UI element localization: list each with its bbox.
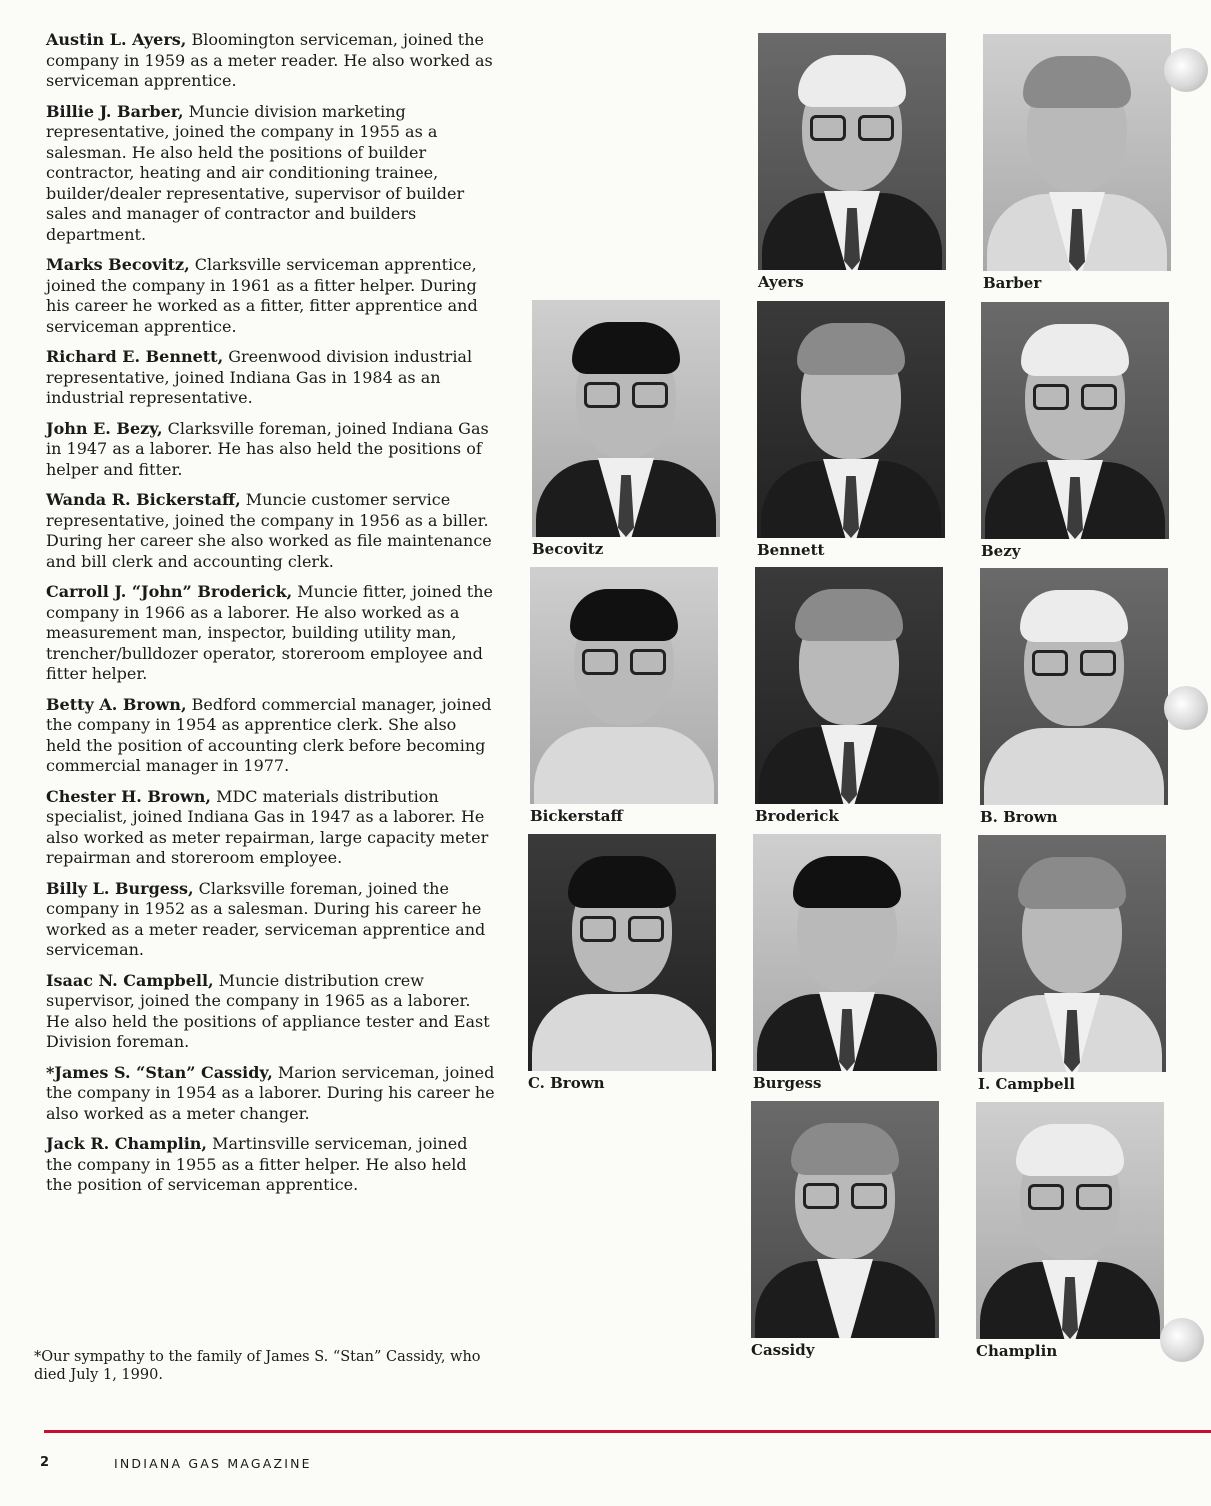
portrait-hair — [795, 589, 903, 641]
bio-burgess — [46, 879, 496, 961]
bio-campbell — [46, 971, 496, 1053]
caption: Broderick — [755, 807, 839, 825]
caption: Burgess — [753, 1074, 822, 1092]
bio-text: Clarksville foreman, joined the company in 1952 as a salesman. During his career he worked as a meter reader, serviceman apprentice and serviceman. — [46, 878, 486, 959]
binder-hole-icon — [1160, 1318, 1204, 1362]
caption: Cassidy — [751, 1341, 815, 1359]
bio-name: Billy L. Burgess, — [46, 878, 194, 898]
caption: Bennett — [757, 541, 825, 559]
bio-text: Muncie distribution crew supervisor, joined the company in 1965 as a laborer. He also held the positions of appliance tester and East Division foreman. — [46, 970, 490, 1051]
bio-text: Clarksville foreman, joined Indiana Gas in 1947 as a laborer. He has also held the positions of helper and fitter. — [46, 418, 489, 479]
bio-text: MDC materials distribution specialist, joined Indiana Gas in 1947 as a laborer. He also worked as meter repairman, large capacity meter repairman and storeroom employee. — [46, 786, 489, 867]
caption: Becovitz — [532, 540, 604, 558]
bio-text: Martinsville serviceman, joined the company in 1955 as a fitter helper. He also held the position of serviceman apprentice. — [46, 1134, 468, 1194]
bio-c-brown — [46, 787, 496, 869]
bio-text: Clarksville serviceman apprentice, joined the company in 1961 as a fitter helper. During his career he worked as a fitter, fitter apprentice and serviceman apprentice. — [46, 255, 478, 336]
portrait — [978, 835, 1166, 1072]
portrait-hair — [1023, 56, 1131, 108]
photo-barber — [983, 34, 1171, 292]
footer-rule — [44, 1430, 1211, 1433]
photo-champlin — [976, 1102, 1164, 1360]
bio-name: Isaac N. Campbell, — [46, 970, 214, 990]
bio-text: Greenwood division industrial representative, joined Indiana Gas in 1984 as an industrial representative. — [46, 347, 473, 407]
bio-name: Austin L. Ayers, — [46, 30, 187, 49]
portrait — [976, 1102, 1164, 1339]
footnote: *Our sympathy to the family of James S. “Stan” Cassidy, who died July 1, 1990. — [34, 1348, 481, 1383]
portrait — [753, 834, 941, 1071]
photo-bennett — [757, 301, 945, 559]
photo-ayers — [758, 33, 946, 291]
photo-i-campbell — [978, 835, 1166, 1093]
portrait-shirt — [532, 994, 712, 1071]
bio-text: Marion serviceman, joined the company in 1954 as a laborer. During his career he also worked as a meter changer. — [46, 1062, 495, 1123]
bio-b-brown — [46, 695, 496, 777]
portrait-hair — [570, 589, 678, 641]
photo-becovitz — [532, 300, 720, 558]
portrait — [758, 33, 946, 270]
bio-name: Marks Becovitz, — [46, 255, 190, 274]
glasses-icon — [1032, 650, 1116, 678]
glasses-icon — [803, 1183, 887, 1211]
portrait-hair — [568, 856, 676, 908]
bio-text: Muncie division marketing representative, joined the company in 1955 as a salesman. He also held the positions of builder contractor, heating and air conditioning trainee, builder/dealer representative, supervisor of builder sales and manager of contractor and builders department. — [46, 101, 465, 244]
portrait — [755, 567, 943, 804]
binder-hole-icon — [1164, 48, 1208, 92]
caption: Champlin — [976, 1342, 1058, 1360]
portrait-hair — [1020, 590, 1128, 642]
bio-ayers — [46, 30, 496, 92]
photo-bezy — [981, 302, 1169, 560]
bio-becovitz — [46, 255, 496, 337]
bio-text: Muncie customer service representative, joined the company in 1956 as a biller. During her career she also worked as file maintenance and bill clerk and accounting clerk. — [46, 490, 492, 571]
page-number: 2 — [40, 1455, 50, 1470]
bio-broderick — [46, 582, 496, 685]
photo-bickerstaff — [530, 567, 718, 825]
photo-c-brown — [528, 834, 716, 1092]
portrait — [983, 34, 1171, 271]
portrait-blouse — [534, 727, 714, 804]
photo-broderick — [755, 567, 943, 825]
bio-name: *James S. “Stan” Cassidy, — [46, 1062, 273, 1082]
portrait — [751, 1101, 939, 1338]
bio-bennett — [46, 347, 496, 409]
caption: Bezy — [981, 542, 1021, 560]
caption: I. Campbell — [978, 1075, 1075, 1093]
portrait — [528, 834, 716, 1071]
binder-hole-icon — [1164, 686, 1208, 730]
bio-name: Wanda R. Bickerstaff, — [46, 490, 241, 509]
portrait-hair — [798, 55, 906, 107]
photo-b-brown — [980, 568, 1168, 826]
glasses-icon — [584, 382, 668, 410]
portrait-blouse — [984, 728, 1164, 805]
magazine-title: INDIANA GAS MAGAZINE — [114, 1456, 312, 1471]
bio-cassidy — [46, 1063, 496, 1125]
bio-name: Richard E. Bennett, — [46, 347, 224, 366]
glasses-icon — [582, 649, 666, 677]
caption: B. Brown — [980, 808, 1058, 826]
portrait — [532, 300, 720, 537]
caption: Barber — [983, 274, 1042, 292]
caption: C. Brown — [528, 1074, 605, 1092]
bio-column — [46, 30, 496, 1206]
bio-name: Chester H. Brown, — [46, 786, 211, 806]
glasses-icon — [1028, 1184, 1112, 1212]
bio-name: John E. Bezy, — [46, 418, 163, 438]
bio-name: Betty A. Brown, — [46, 694, 187, 714]
portrait-hair — [572, 322, 680, 374]
caption: Ayers — [758, 273, 804, 291]
portrait-hair — [1018, 857, 1126, 909]
bio-barber — [46, 102, 496, 246]
portrait — [981, 302, 1169, 539]
portrait-hair — [797, 323, 905, 375]
bio-bezy — [46, 419, 496, 481]
bio-name: Billie J. Barber, — [46, 101, 184, 121]
portrait-hair — [1016, 1124, 1124, 1176]
portrait — [980, 568, 1168, 805]
bio-text: Muncie fitter, joined the company in 1966 as a laborer. He also worked as a measurement man, inspector, building utility man, trencher/bulldozer operator, storeroom employee and fitter helper. — [46, 582, 494, 683]
photo-cassidy — [751, 1101, 939, 1359]
bio-name: Jack R. Champlin, — [46, 1134, 207, 1153]
bio-text: Bloomington serviceman, joined the company in 1959 as a meter reader. He also worked as serviceman apprentice. — [46, 30, 493, 90]
portrait-hair — [793, 856, 901, 908]
glasses-icon — [580, 916, 664, 944]
portrait-hair — [791, 1123, 899, 1175]
bio-bickerstaff — [46, 490, 496, 572]
bio-name: Carroll J. “John” Broderick, — [46, 582, 293, 601]
photo-burgess — [753, 834, 941, 1092]
glasses-icon — [1033, 384, 1117, 412]
bio-champlin — [46, 1134, 496, 1196]
caption: Bickerstaff — [530, 807, 623, 825]
portrait — [530, 567, 718, 804]
portrait-hair — [1021, 324, 1129, 376]
glasses-icon — [810, 115, 894, 143]
bio-text: Bedford commercial manager, joined the company in 1954 as apprentice clerk. She also held the position of accounting clerk before becoming commercial manager in 1977. — [46, 694, 492, 775]
portrait — [757, 301, 945, 538]
